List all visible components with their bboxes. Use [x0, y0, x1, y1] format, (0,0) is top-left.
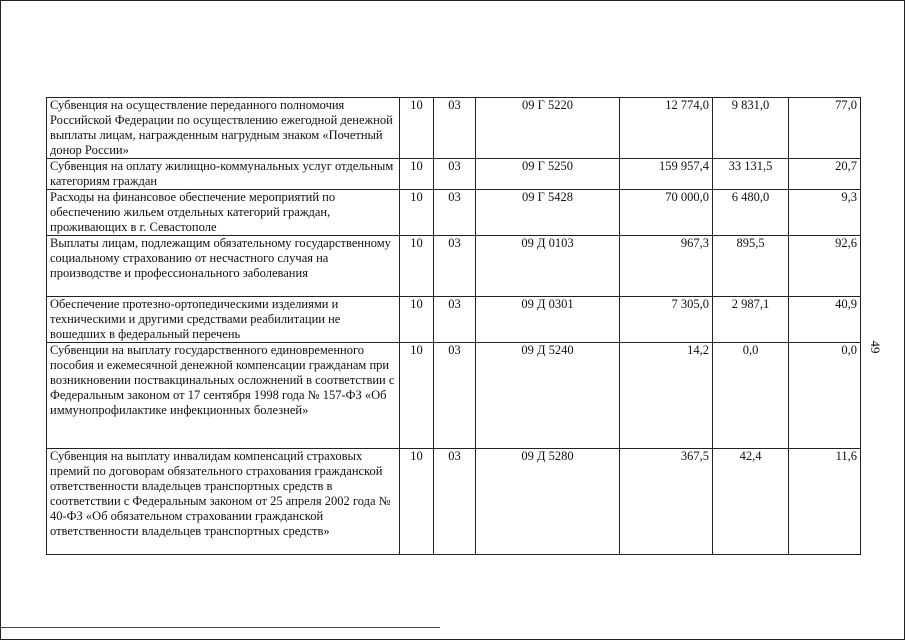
- table-row: [47, 159, 861, 190]
- actual-amount: 2 987,1: [713, 297, 789, 343]
- section-code: 10: [400, 190, 434, 236]
- row-description: Субвенция на осуществление переданного полномочия Российской Федерации по осуществлению ежегодной денежной выплаты лицам, награжденным нагрудным знаком «Почетный донор России»: [47, 98, 400, 159]
- planned-amount: 12 774,0: [620, 98, 713, 159]
- section-code: 10: [400, 343, 434, 449]
- actual-amount: 42,4: [713, 449, 789, 555]
- planned-amount: 159 957,4: [620, 159, 713, 190]
- budget-table: [46, 97, 861, 555]
- table-row: [47, 343, 861, 449]
- section-code: 10: [400, 236, 434, 297]
- subsection-code: 03: [434, 297, 476, 343]
- row-description: Субвенция на оплату жилищно-коммунальных услуг отдельным категориям граждан: [47, 159, 400, 190]
- execution-percent: 20,7: [789, 159, 861, 190]
- table-row: [47, 236, 861, 297]
- execution-percent: 0,0: [789, 343, 861, 449]
- target-article-code: 09 Д 0103: [476, 236, 620, 297]
- target-article-code: 09 Г 5220: [476, 98, 620, 159]
- execution-percent: 40,9: [789, 297, 861, 343]
- section-code: 10: [400, 98, 434, 159]
- subsection-code: 03: [434, 190, 476, 236]
- subsection-code: 03: [434, 236, 476, 297]
- row-description: Выплаты лицам, подлежащим обязательному государственному социальному страхованию от несчастного случая на производстве и профессионального заболевания: [47, 236, 400, 297]
- subsection-code: 03: [434, 449, 476, 555]
- planned-amount: 7 305,0: [620, 297, 713, 343]
- section-code: 10: [400, 159, 434, 190]
- target-article-code: 09 Д 0301: [476, 297, 620, 343]
- execution-percent: 9,3: [789, 190, 861, 236]
- planned-amount: 967,3: [620, 236, 713, 297]
- row-description: Обеспечение протезно-ортопедическими изделиями и техническими и другими средствами реабилитации не вошедших в федеральный перечень: [47, 297, 400, 343]
- table-row: [47, 98, 861, 159]
- execution-percent: 11,6: [789, 449, 861, 555]
- execution-percent: 92,6: [789, 236, 861, 297]
- section-code: 10: [400, 449, 434, 555]
- target-article-code: 09 Д 5280: [476, 449, 620, 555]
- planned-amount: 70 000,0: [620, 190, 713, 236]
- actual-amount: 33 131,5: [713, 159, 789, 190]
- target-article-code: 09 Г 5428: [476, 190, 620, 236]
- target-article-code: 09 Д 5240: [476, 343, 620, 449]
- table-row: [47, 449, 861, 555]
- actual-amount: 895,5: [713, 236, 789, 297]
- row-description: Субвенция на выплату инвалидам компенсаций страховых премий по договорам обязательного страхования гражданской ответственности владельцев транспортных средств в соответствии с Федеральным законом от 25 апреля 2002 года № 40-ФЗ «Об обязательном страховании гражданской ответственности владельцев транспортных средств»: [47, 449, 400, 555]
- actual-amount: 0,0: [713, 343, 789, 449]
- subsection-code: 03: [434, 159, 476, 190]
- actual-amount: 6 480,0: [713, 190, 789, 236]
- page-number: 49: [868, 340, 883, 354]
- planned-amount: 367,5: [620, 449, 713, 555]
- target-article-code: 09 Г 5250: [476, 159, 620, 190]
- subsection-code: 03: [434, 98, 476, 159]
- row-description: Субвенции на выплату государственного единовременного пособия и ежемесячной денежной компенсации гражданам при возникновении поствакцинальных осложнений в соответствии с Федеральным законом от 17 сентября 1998 года № 157-ФЗ «Об иммунопрофилактике инфекционных болезней»: [47, 343, 400, 449]
- table-row: [47, 297, 861, 343]
- execution-percent: 77,0: [789, 98, 861, 159]
- subsection-code: 03: [434, 343, 476, 449]
- row-description: Расходы на финансовое обеспечение мероприятий по обеспечению жильем отдельных категорий граждан, проживающих в г. Севастополе: [47, 190, 400, 236]
- table-row: [47, 190, 861, 236]
- planned-amount: 14,2: [620, 343, 713, 449]
- section-code: 10: [400, 297, 434, 343]
- bottom-divider: [0, 627, 440, 628]
- actual-amount: 9 831,0: [713, 98, 789, 159]
